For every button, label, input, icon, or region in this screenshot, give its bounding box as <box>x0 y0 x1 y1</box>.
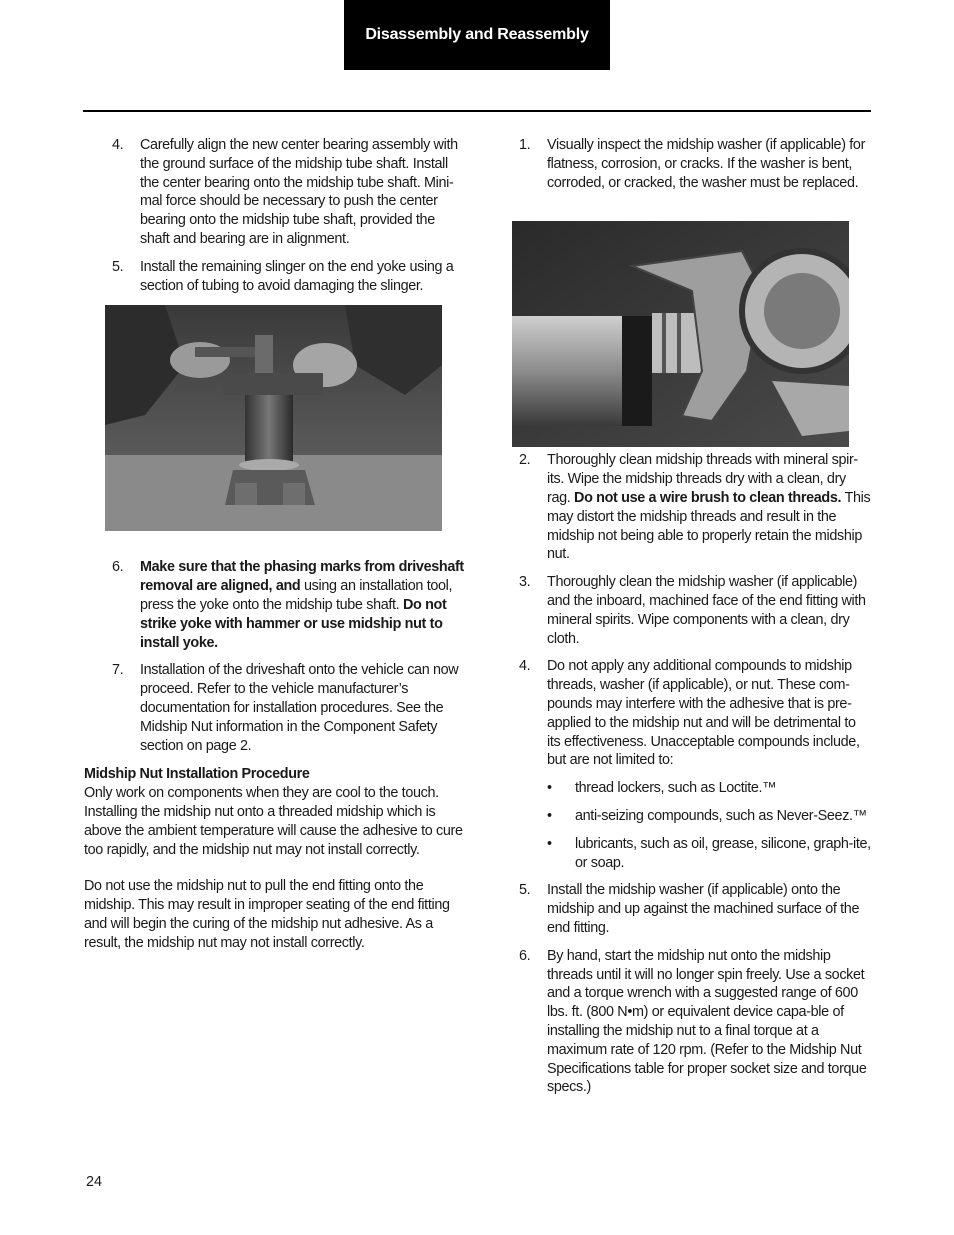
step-number: 4. <box>112 137 124 153</box>
step-text <box>547 451 871 564</box>
bullet-item <box>519 779 871 798</box>
step-number: 7. <box>112 662 124 679</box>
section-heading: Midship Nut Installation Procedure <box>84 766 310 783</box>
step-item <box>84 661 464 755</box>
step-text: Visually inspect the midship washer (if applicable) for flatness, corrosion, or cracks. If the washer is bent, corroded, or cracked, the washer must be replaced. <box>547 137 866 191</box>
step-item <box>519 573 871 648</box>
step-text-segment: This may distort the midship threads and result in the midship not being able to properly retain the midship nut. <box>547 489 871 563</box>
step-text: Thoroughly clean the midship washer (if applicable) and the inboard, machined face of the end fitting with mineral spirits. Wipe components with a clean, dry cloth. <box>547 574 866 647</box>
step-number: 1. <box>519 137 531 153</box>
step-item <box>84 558 464 652</box>
bullet-text: thread lockers, such as Loctite.™ <box>575 780 777 797</box>
step-number: 5. <box>112 258 124 275</box>
midship-washer-photo <box>512 221 849 447</box>
step-number: 6. <box>112 559 124 576</box>
step-text: Do not apply any additional compounds to midship threads, washer (if applicable), or nut. These com-pounds may interfere with the adhesive that is pre-applied to the midship nut and will be detrimental to its effectiveness. Unacceptable compounds include, but are not limited to: <box>547 658 860 769</box>
warning-text: Do not strike yoke with hammer or use midship nut to install yoke. <box>140 596 447 651</box>
bullet-icon: • <box>547 780 552 797</box>
step-number: 2. <box>519 452 531 469</box>
step-text: Carefully align the new center bearing assembly with the ground surface of the midship tube shaft. Install the center bearing onto the midship tube shaft. Mini-mal force should be necessary to push the center bearing onto the midship tube shaft, provided the shaft and bearing are in alignment. <box>140 137 458 247</box>
step-text: By hand, start the midship nut onto the midship threads until it will no longer spin freely. Use a socket and a torque wrench with a suggested range of 600 lbs. ft. (800 N•m) or equivalent device capa-ble of installing the midship nut to a final torque at a maximum rate of 120 rpm. (Refer to the Midship Nut Specifications table for proper socket size and torque specs.) <box>547 947 867 1096</box>
step-text <box>140 558 464 652</box>
bullet-icon: • <box>547 835 552 852</box>
left-column <box>84 136 464 971</box>
step-text: Install the remaining slinger on the end yoke using a section of tubing to avoid damaging the slinger. <box>140 258 454 294</box>
step-text: Install the midship washer (if applicable) onto the midship and up against the machined surface of the end fitting. <box>547 882 860 936</box>
step-item <box>84 258 464 296</box>
page-number: 24 <box>86 1174 103 1190</box>
yoke-installation-photo <box>105 305 442 531</box>
paragraph: Do not use the midship nut to pull the end fitting onto the midship. This may result in improper seating of the end fitting and will begin the curing of the midship nut adhesive. As a result, the midship nut may not install correctly. <box>84 878 450 951</box>
paragraph: Only work on components when they are cool to the touch. Installing the midship nut onto a threaded midship which is above the ambient temperature will cause the adhesive to cure too rapidly, and the midship nut may not install correctly. <box>84 785 463 858</box>
step-item <box>84 136 464 249</box>
step-text-segment: Thoroughly clean midship threads with mineral spir-its. Wipe the midship threads dry with a clean, dry rag. <box>547 452 858 506</box>
step-item <box>519 947 871 1097</box>
bullet-text: anti-seizing compounds, such as Never-Seez.™ <box>575 807 867 824</box>
step-number: 5. <box>519 882 531 899</box>
step-text-segment: using an installation tool, press the yoke onto the midship tube shaft. <box>140 578 453 613</box>
bullet-icon: • <box>547 807 552 824</box>
step-text: Installation of the driveshaft onto the vehicle can now proceed. Refer to the vehicle manufacturer’s documentation for installation procedures. See the Midship Nut information in the Component Safety section on page 2. <box>140 662 459 754</box>
section-header-tab <box>344 0 610 70</box>
step-item <box>519 881 871 937</box>
header-divider <box>83 110 871 112</box>
step-number: 4. <box>519 658 531 675</box>
step-item <box>519 136 871 192</box>
bullet-text: lubricants, such as oil, grease, silicone, graph-ite, or soap. <box>575 835 871 871</box>
warning-text: Do not use a wire brush to clean threads. <box>574 489 842 506</box>
step-item <box>519 451 871 564</box>
warning-text: Make sure that the phasing marks from driveshaft removal are aligned, and <box>140 559 464 595</box>
step-item <box>519 657 871 770</box>
bullet-item <box>519 807 871 826</box>
section-title: Disassembly and Reassembly <box>365 26 589 43</box>
step-number: 6. <box>519 947 531 964</box>
bullet-item <box>519 835 871 873</box>
step-number: 3. <box>519 574 531 591</box>
